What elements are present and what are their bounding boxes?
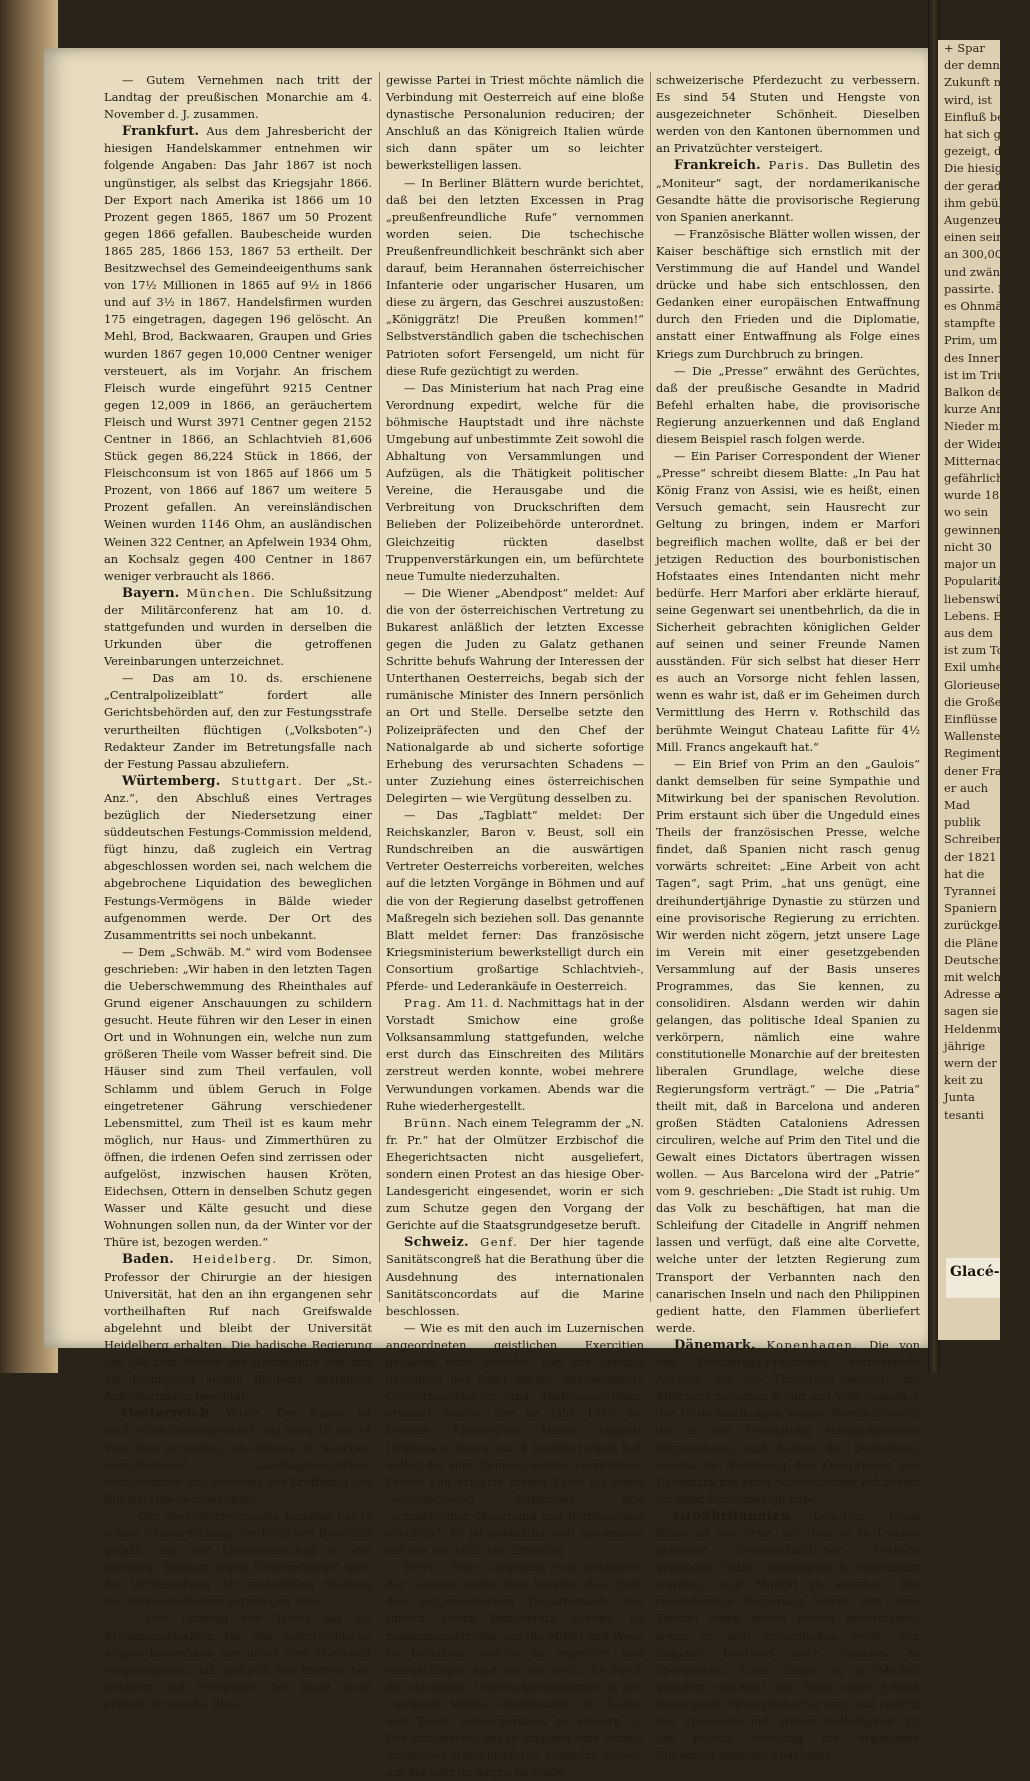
adjacent-page-fragment: Junta — [944, 1090, 975, 1105]
adjacent-page-fragment: Spaniern — [944, 901, 997, 916]
adjacent-page-fragment: jährige — [944, 1038, 986, 1053]
paragraph-text: — Wie es mit den auch im Luzernischen angeordneten geistlichen Exercitien gehalten wird, beweist, daß zur Leitung derselben der Pater Anizet, der bekannte Geisterbeschwörer und Teufelsaustreiber, ernannt wurde, der im Jahr 1848 die fromme Klosterfrau Maria Augusta Delphina in Stanz von 4 Teufeln befreit hat. Selbst der sehr fromme, seither verstorbene Probst Leu erklärte diesen Pater als einen „verwahrlosten Kapuziner“ und „schmählicher Täuschung und Betrügereien schuldig“. Es ist jedenfalls weit gekommen mit der bischöflichen Einsicht! — [386, 1320, 644, 1558]
paragraph-text: schweizerische Pferdezucht zu verbessern. Es sind 54 Stuten und Hengste von ausgezeichneter Schönheit. Dieselben werden von den Kantonen übernommen und an Privatzüchter versteigert. — [656, 73, 920, 156]
article-paragraph — [104, 670, 372, 773]
adjacent-page-fragment: kurze Anred — [944, 402, 1016, 417]
adjacent-page-fragment: der Wider — [944, 436, 1003, 451]
adjacent-page-fragment: Augenzeuge — [944, 213, 1016, 228]
adjacent-page-fragment: Schreiben — [944, 832, 1004, 847]
adjacent-page-fragment: Mad — [944, 797, 970, 812]
adjacent-page-fragment: Glorieuses — [944, 677, 1006, 692]
adjacent-page-fragment: Zukunft mög — [944, 75, 1019, 90]
paragraph-text: Nach einem Telegramm der „N. fr. Pr.“ hat der Olmützer Erzbischof die Ehegerichtsacten nicht ausgeliefert, sondern einen Protest an das hiesige Ober-Landesgericht eingesendet, worin er sich zum Schutze gegen den Vorgang der Gerichte auf die Staatsgrundgesetze beruft. — [386, 1115, 644, 1233]
dateline: Brünn. — [404, 1115, 453, 1130]
adjacent-page-fragment: liebenswür — [944, 591, 1009, 606]
article-paragraph — [656, 1508, 920, 1764]
paragraph-text: — Das „Tagblatt“ meldet: Der Reichskanzler, Baron v. Beust, soll ein Rundschreiben an die auswärtigen Vertreter Oesterreichs vorbereiten, welches auf die letzten Vorgänge in Böhmen und auf die von der Regierung daselbst getroffenen Maßregeln sich beziehen soll. Das genannte Blatt meldet ferner: Das französische Kriegsministerium bewerkstelligt durch ein Consortium großartige Schlachtvieh-, Pferde- und Lederankäufe in Oesterreich. — [386, 808, 644, 993]
article-paragraph — [386, 1559, 644, 1781]
adjacent-page-fragment: und zwängt — [944, 264, 1012, 279]
adjacent-page-fragment: Deutschen — [944, 952, 1007, 967]
adjacent-page-fragment: Nieder mit — [944, 419, 1008, 434]
article-paragraph — [104, 585, 372, 670]
section-heading: Oesterreich. — [122, 1406, 215, 1422]
section-heading: Würtemberg. — [122, 773, 221, 789]
paragraph-text: Das Bulletin des „Moniteur“ sagt, der nordamerikanische Gesandte hätte die provisorische Regierung von Spanien anerkannt. — [656, 158, 920, 224]
adjacent-page-fragment: gezeigt, da — [944, 144, 1009, 159]
article-paragraph — [386, 1234, 644, 1319]
section-heading: Großbritannien. — [674, 1508, 795, 1524]
paragraph-text: — Ein Pariser Correspondent der Wiener „Presse“ schreibt diesem Blatte: „In Pau hat König Franz von Assisi, wie es heißt, einen Versuch gemacht, sein Hausrecht zur Geltung zu bringen, indem er Marfori begreiflich machen wollte, daß er bei der jetzigen Reduction des bourbonistischen Hofstaates eines Intendanten nicht mehr bedürfe. Herr Marfori aber erklärte hierauf, seine Gegenwart sei unentbehrlich, da die in Sicherheit gebrachten königlichen Gelder auf seinen und seiner Freunde Namen ausständen. Für sich selbst hat dieser Herr es auch an Vorsorge nicht fehlen lassen, wenn es wahr ist, daß er im Geheimen durch Vermittlung des Herrn v. Rothschild das berühmte Weingut Chateau Lafitte für 4½ Mill. Francs angekauft hat.“ — [656, 449, 920, 754]
paragraph-text: — Das Ministerium hat nach Prag eine Verordnung expedirt, welche für die böhmische Hauptstadt und ihre nächste Umgebung auf unbestimmte Zeit sowohl die Abhaltung von Versammlungen und Aufzügen, als die Thätigkeit politischer Vereine, die Herausgabe und die Verbreitung von Druckschriften dem Belieben der Polizeibehörde unterordnet. Gleichzeitig rückten daselbst Truppenverstärkungen ein, um befürchtete neue Tumulte niederzuhalten. — [386, 380, 644, 583]
adjacent-page-fragment: Balkon de — [944, 385, 1003, 400]
adjacent-page-fragment: aus dem — [944, 625, 993, 640]
article-paragraph — [656, 756, 920, 1337]
column-rule — [379, 72, 380, 1302]
paragraph-text: Der „St.-Anz.“, den Abschluß eines Vertrages bezüglich der Niedersetzung einer süddeutschen Festungs-Commission meldend, fügt hinzu, daß zugleich ein Vertrag abgeschlossen worden sei, nach welchem die abgebrochene Liquidation des beweglichen Festungs-Vermögens in Bälde wieder aufgenommen werde. Der Ort des Zusammentritts sei noch unbekannt. — [104, 773, 373, 942]
paragraph-text: Der Kaiser ist nach Wien zurückgekehrt und wird 10 bis 14 Tage hier verweilen, um erstens die Sanction verschiedener Landtagsbeschlüsse vorzunehmen und zweitens der Eröffnung des Reichsraths beizuwohnen. — [104, 1406, 372, 1506]
adjacent-page-fragment: Exil umher — [944, 660, 1008, 675]
section-heading: Schweiz. — [404, 1235, 469, 1251]
section-heading: Frankfurt. — [122, 124, 200, 140]
article-paragraph — [656, 363, 920, 448]
article-paragraph — [104, 944, 372, 1252]
adjacent-page-fragment: Lebens. Er — [944, 608, 1008, 623]
paragraph-text: Louis Blanc ist von Prim, mit dem er in London jederzeit freundschaftlichen Verkehr gepflogen hatte, telegraphisch eingeladen worden, nach Madrid zu kommen. Die revolutionäre Regierung würde ihm ohne Zweifel einen hohen Posten anvertrauen, wenn er sich entschließen wolle, von England bleibend nach Spanien zu übersiedeln. Louis Blanc ist in Madrid geboren, woselbst sein Vater unter Joseph Buonoparte Finanzinspector war, und spricht das Spanische mit großer Geläufigkeit. Er hat jedoch vorläufig die ergangene Einladung dankend abgelehnt. — [656, 1508, 920, 1763]
paragraph-text: Der hier tagende Sanitätscongreß hat die Berathung über die Ausdehnung des internationalen Sanitätsconcordats auf die Marine beschlossen. — [386, 1235, 645, 1318]
corner-label: Glacé- — [946, 1258, 1000, 1298]
adjacent-page-fragment: passirte. Es — [944, 281, 1013, 296]
adjacent-page-fragment: zurückgekehrt — [944, 918, 1030, 933]
column-3 — [656, 72, 920, 1764]
article-paragraph — [656, 1337, 920, 1508]
dateline: Genf. — [480, 1235, 519, 1250]
adjacent-page-fragment: Tyrannei — [944, 883, 996, 898]
dateline: Wien. — [225, 1406, 266, 1421]
paragraph-text: — Der oberösterreichische Landtag hat in seiner letzten Sitzung den löblichen Beschluß gefaßt, daß der Landesausschuß in der nächsten Session einen Gesetzentwurf über die Verbesserung der materiellen Stellung der Volksschullehrer vorzulegen habe. — [104, 1508, 372, 1609]
section-heading: Frankreich. — [674, 158, 761, 174]
article-paragraph — [104, 1251, 372, 1405]
adjacent-page-fragment: der demnäch — [944, 58, 1021, 73]
adjacent-page-fragment: hat die — [944, 866, 985, 881]
paragraph-text: Aus dem Jahresbericht der hiesigen Handelskammer entnehmen wir folgende Angaben: Das Jahr 1867 ist noch ungünstiger, als selbst das Kriegsjahr 1866. Der Export nach Amerika ist 1866 um 10 Prozent gegen 1865, 1867 um 50 Prozent gegen 1866 gefallen. Baubescheide wurden 1865 285, 1866 153, 1867 53 ertheilt. Der Besitzwechsel des Gemeindeeigenthums sank von 17½ Millionen in 1865 auf 9½ in 1866 und auf 3½ in 1867. Handelsfirmen wurden 175 eingetragen, dagegen 196 gelöscht. An Mehl, Brod, Backwaaren, Graupen und Gries wurden 1867 gegen 10,000 Centner weniger versteuert, als im Vorjahr. An frischem Fleisch wurde eingeführt 9215 Centner gegen 12,009 in 1866, an geräuchertem Fleisch und Wurst 3971 Centner gegen 2152 Centner in 1866, an Schlachtvieh 81,606 Stück gegen 86,224 Stück in 1866, der Fleischconsum ist von 1865 auf 1866 um 5 Prozent, von 1866 auf 1867 um weitere 5 Prozent gefallen. An vereinsländischen Weinen wurden 1146 Ohm, an ausländischen Weinen 322 Centner, an Apfelwein 1934 Ohm, an Kochsalz gegen 400 Centner in 1867 weniger verbraucht als 1866. — [104, 124, 372, 583]
article-paragraph — [386, 1115, 644, 1235]
adjacent-page-fragment: ist zum Tode — [944, 643, 1018, 658]
section-heading: Bayern. — [122, 585, 180, 601]
dateline: Stuttgart. — [231, 773, 304, 788]
adjacent-page-fragment: Einfluß bei — [944, 109, 1008, 124]
article-paragraph — [104, 1610, 372, 1713]
paragraph-text: — Französische Blätter wollen wissen, der Kaiser beschäftige sich ernstlich mit der Verstimmung die auf Handel und Wandel drücke und habe sich entschlossen, den Gedanken einer europäischen Entwaffnung durch den Frieden und die Diplomatie, anstatt einer Entwaffnung als Folge eines Kriegs zum Durchbruch zu bringen. — [656, 226, 920, 361]
adjacent-page-fragment: der 1821 — [944, 849, 997, 864]
adjacent-page-fragment: tesanti — [944, 1107, 984, 1122]
adjacent-page-fragment: es Ohnmächt — [944, 299, 1021, 314]
dateline: Kopenhagen. — [766, 1337, 859, 1352]
adjacent-page-fragment: Adresse an — [944, 987, 1009, 1002]
article-paragraph — [656, 448, 920, 756]
section-heading: Dänemark. — [674, 1337, 756, 1353]
adjacent-page-fragment: Prim, um — [944, 333, 998, 348]
paragraph-text: — Ein Brief von Prim an den „Gaulois“ dankt demselben für seine Sympathie und Mitwirkung bei der spanischen Revolution. Prim erstaunt sich über die Ungeduld eines Theils der französischen Presse, welche findet, daß Spanien nicht rasch genug vorwärts schreitet: „Eine Arbeit von acht Tagen“, sagt Prim, „hat uns genügt, eine dreihundertjährige Dynastie zu stürzen und eine provisorische Regierung zu errichten. Wir werden nicht zögern, jetzt unsere Lage im Verein mit einer gesetzgebenden Versammlung auf der Basis unseres Programmes, das Sie kennen, zu consolidiren. Alsdann werden wir dahin gelangen, das politische Ideal Spanien zu verkörpern, nämlich eine wahre constitutionelle Monarchie auf der breitesten liberalen Grundlage, welche diese Regierungsform verträgt.“ — Die „Patria“ theilt mit, daß in Barcelona und anderen großen Städten Cataloniens Adressen circuliren, welche auf Prim den Titel und die Gewalt eines Dictators übertragen wissen wollen. — Aus Barcelona wird der „Patrie“ vom 9. geschrieben: „Die Stadt ist ruhig. Um das Volk zu beschäftigen, hat man die Schleifung der Citadelle in Angriff nehmen lassen und verfügt, daß eine alte Corvette, welche unter der letzten Regierung zum Transport der Verbannten nach den canarischen Inseln und nach den Philippinen gedient hatte, den Flammen überliefert werde. — [656, 756, 920, 1335]
paragraph-text: Dr. Simon, Professor der Chirurgie an der hiesigen Universität, hat den an ihn ergangenen sehr vortheilhaften Ruf nach Greifswalde abgelehnt und bleibt der Universität Heidelberg erhalten. Die badische Regierung hat alle zum Besten der Hochschule von ihm als Bedingung seines Bleibens gestellten Anforderungen bewilligt. — [104, 1252, 372, 1404]
adjacent-page-fragment: hat sich ge — [944, 127, 1008, 142]
adjacent-page-fragment: gefährlich — [944, 471, 1004, 486]
adjacent-page-fragment: ist im Triumph — [944, 367, 1030, 382]
adjacent-page-fragment: major un — [944, 557, 997, 572]
adjacent-page-fragment: + Spar — [944, 41, 985, 55]
adjacent-page-fragment: stampfte im — [944, 316, 1014, 331]
adjacent-page-fragment: nicht 30 — [944, 539, 992, 554]
article-paragraph — [656, 226, 920, 363]
paragraph-text: — Dem „Schwäb. M.“ wird vom Bodensee geschrieben: „Wir haben in den letzten Tagen die Ueberschwemmung des Rheinthales auf Grund eigener Anschauungen zu schildern gesucht. Heute führen wir den Leser in einen Ort und in Wohnungen ein, welche nun zum größeren Theile vom Wasser befreit sind. Die Häuser sind zum Theil verfaulen, voll Schlamm und üblem Geruch in Folge eingetretener Gährung verschiedener Lebensmittel, zum Theil ist es kaum mehr möglich, nur Haus- und Zimmerthüren zu öffnen, die irdenen Oefen sind zerrissen oder aufgelöst, inzwischen hausen Kröten, Eidechsen, Ottern in denselben Schutz gegen Wasser und Kälte gesucht und diese Wohnungen sollen nun, da der Winter vor der Thüre ist, bezogen werden.“ — [104, 944, 372, 1250]
adjacent-page-fragment: Wallensteins — [944, 729, 1018, 744]
article-paragraph — [104, 72, 372, 123]
adjacent-page-fragment: ihm gebührt — [944, 195, 1017, 210]
adjacent-page-fragment: einen sein — [944, 230, 1004, 245]
adjacent-page-fragment: er auch — [944, 780, 989, 795]
dateline: Paris. — [768, 158, 811, 173]
paragraph-text: — Das am 10. ds. erschienene „Centralpolizeiblatt“ fordert alle Gerichtsbehörden auf, den zur Festungsstrafe verurtheilten flüchtigen („Volksboten“-) Redakteur Zander im Betretungsfalle nach der Festung Passau abzuliefern. — [104, 671, 372, 771]
adjacent-page-fragment: mit welchem — [944, 969, 1019, 984]
column-rule — [650, 72, 651, 1302]
adjacent-page-fragment: des Innern — [944, 350, 1007, 365]
article-paragraph — [104, 1405, 372, 1508]
adjacent-page-fragment: der geraden — [944, 178, 1016, 193]
article-paragraph — [104, 123, 372, 585]
adjacent-page-fragment: publik — [944, 815, 981, 830]
adjacent-page-fragment: an 300,000 — [944, 247, 1010, 262]
column-1 — [104, 72, 372, 1713]
adjacent-page-fragment: wern der — [944, 1055, 997, 1070]
adjacent-page-fragment: sagen sie — [944, 1004, 999, 1019]
adjacent-page-fragment: die Großen — [944, 694, 1010, 709]
dateline: London. — [813, 1508, 871, 1523]
paragraph-text: Die Schlußsitzung der Militärconferenz hat am 10. d. stattgefunden und wurden in derselben die Urkunden über die getroffenen Vereinbarungen unterzeichnet. — [104, 585, 373, 669]
adjacent-page-fragment: die Pläne — [944, 935, 998, 950]
article-paragraph — [386, 585, 644, 807]
paragraph-text: — Die Wiener „Abendpost“ meldet: Auf die von der österreichischen Vertretung zu Bukarest anläßlich der letzten Excesse gegen die Juden zu Galatz gethanen Schritte behufs Wahrung der Interessen der Unterthanen Oesterreichs, begab sich der rumänische Minister des Innern persönlich an Ort und Stelle. Derselbe setzte den Polizeipräfecten und den Chef der Nationalgarde ab und sicherte sofortige Erhebung des verursachten Schadens — unter Zuziehung eines österreichischen Delegirten — wie Vergütung desselben zu. — [386, 585, 644, 805]
adjacent-page-fragment: keit zu — [944, 1073, 984, 1088]
adjacent-page-fragment: gewinnen — [944, 522, 1001, 537]
adjacent-page-fragment: wo sein — [944, 505, 989, 520]
paragraph-text: gewisse Partei in Triest möchte nämlich die Verbindung mit Oesterreich auf eine bloße dynastische Personalunion reduciren; der Anschluß an das Königreich Italien würde sich dann später um so leichter bewerkstelligen lassen. — [386, 73, 644, 173]
adjacent-page-fragment: wird, ist — [944, 92, 992, 107]
article-paragraph — [386, 807, 644, 995]
paragraph-text: — Gutem Vernehmen nach tritt der Landtag der preußischen Monarchie am 4. November d. J. zusammen. — [104, 73, 372, 122]
adjacent-page-fragment: Einflüsse — [944, 711, 998, 726]
adjacent-page-fragment: Regiments — [944, 746, 1007, 761]
adjacent-page-fragment: Popularität — [944, 574, 1009, 589]
article-paragraph — [386, 380, 644, 585]
column-2 — [386, 72, 644, 1781]
article-paragraph — [386, 175, 644, 380]
adjacent-page-fragment: Heldenmuth — [944, 1021, 1017, 1036]
adjacent-page-fragment: dener Frau — [944, 763, 1010, 778]
article-paragraph — [104, 773, 372, 944]
article-paragraph — [386, 995, 644, 1115]
dateline: Heidelberg. — [192, 1252, 278, 1267]
paragraph-text: — Der Landtag von Triest hat die Ergänzungswahlen für das österreichische Abgeordnetenhaus nur unter dem Vorbehalt vorgenommen, daß dadurch den historischen Rechten und Privilegien der Stadt nicht präjudicirt werde. Eine — [104, 1611, 372, 1711]
adjacent-page-fragment: Mitternacht — [944, 453, 1014, 468]
paragraph-text: Die von den Reichstags-Fractionen vorbereitete Adresse auf die Thronrede berührt die Eintracht zwischen König und Volk bezüglich der Unterhandlungen wegen Nordschleswig, die in der Verwaltung stattgefundenen Ersparungen, und betont die Bedeutung, welche die Verlobung des Kronprinzen von Dänemark mit einer schwedischen Prinzessin für ganz Scandinavien habe. — [656, 1337, 920, 1506]
dateline: Prag. — [404, 996, 443, 1011]
adjacent-page-fragment: wurde 18 — [944, 488, 1000, 503]
adjacent-page-fragment: Die hiesige — [944, 161, 1009, 176]
article-paragraph — [386, 72, 644, 175]
dateline: Bern. — [404, 1560, 444, 1575]
article-paragraph — [386, 1320, 644, 1559]
section-heading: Baden. — [122, 1252, 174, 1268]
article-paragraph — [656, 72, 920, 157]
paragraph-text: Am 11. d. Nachmittags hat in der Vorstadt Smichow eine große Volksansammlung stattgefunden, welche erst durch das Einschreiten des Militärs zerstreut werden konnte, wobei mehrere Verwundungen vorkamen. Abends war die Ruhe wiederhergestellt. — [386, 996, 644, 1113]
paragraph-text: — Die „Presse“ erwähnt des Gerüchtes, daß der preußische Gesandte in Madrid Befehl erhalten habe, die provisorische Regierung anzuerkennen und daß England diesem Beispiel rasch folgen werde. — [656, 363, 920, 446]
article-paragraph — [104, 1508, 372, 1611]
paragraph-text: — In Berliner Blättern wurde berichtet, daß bei den letzten Excessen in Prag „preußenfreundliche Rufe“ vernommen worden seien. Die tschechische Preußenfreundlichkeit beschränkt sich aber darauf, beim Herannahen österreichischer Infanterie oder ungarischer Husaren, um diese zu ärgern, das Geschrei auszustoßen: „Königgrätz! Die Preußen kommen!“ Selbstverständlich gaben die tschechischen Patrioten sofort Fersengeld, um nicht für diese Rufe gezüchtigt zu werden. — [386, 175, 644, 378]
adjacent-page-edge — [938, 40, 1030, 1340]
article-paragraph — [656, 157, 920, 225]
paragraph-text: Eine Conferenz von Delegirten der Cantone unter dem Vorsitze des Chefs des eidgenössischen Departements des Innern, Herrn Bundesrath Schenk, ist zusammengetreten, um die Mittel und Wege zu berathen, welche zu ergreifen und einzuschlagen sind, um der Noth, die durch die colossalen Ueberschwemmungen in den Cantonen Wallis, Graubünden, St. Gallen und Tessin hervorgerufen, zu steuern. — Der Bundesrath hat in England eine Anzahl englischer Halbblutpferde ankaufen lassen, um die sehr im Argen liegende — [386, 1560, 644, 1780]
dateline: München. — [186, 585, 257, 600]
